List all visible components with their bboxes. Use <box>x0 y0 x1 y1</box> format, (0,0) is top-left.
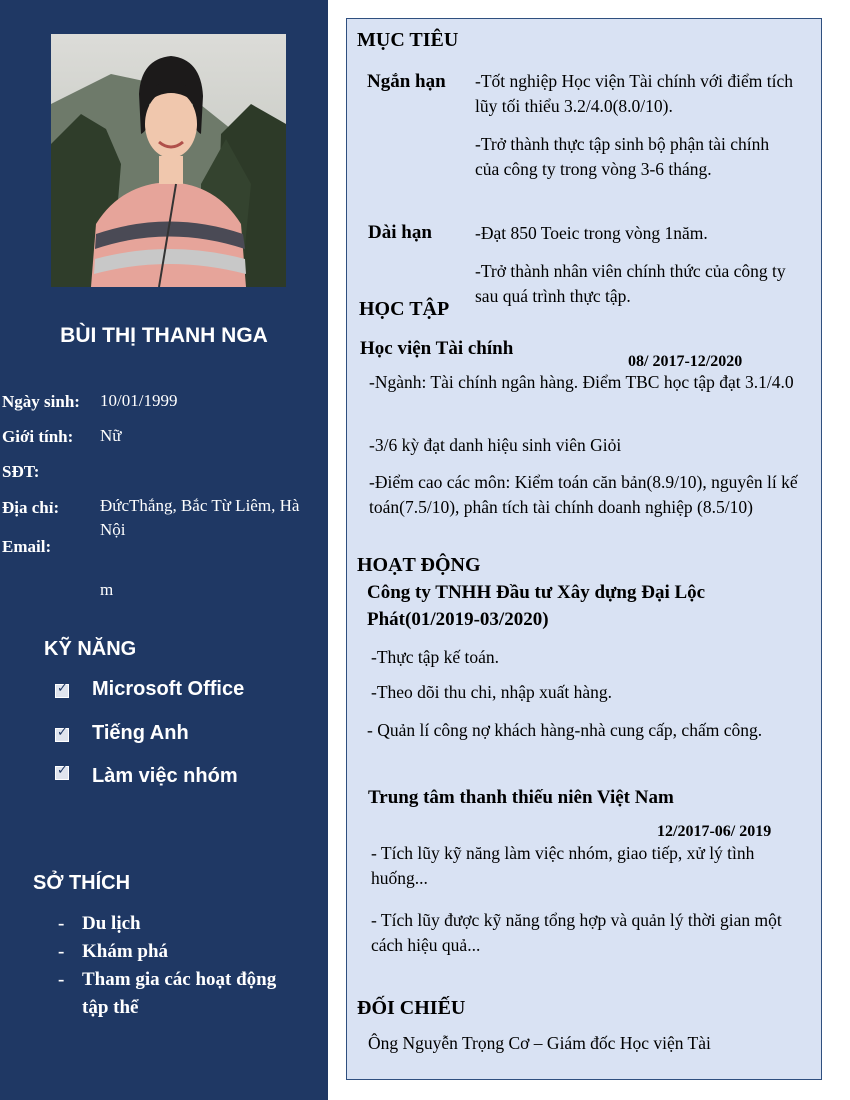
activity-item: -Thực tập kế toán. <box>371 647 500 667</box>
hobbies-title: SỞ THÍCH <box>33 872 131 894</box>
hobby-bullet: - <box>58 969 65 990</box>
gender-value: Nữ <box>100 426 122 445</box>
address-label: Địa chỉ: <box>2 498 60 517</box>
long-term-item: -Đạt 850 Toeic trong vòng 1năm. <box>475 223 708 243</box>
address-value: ĐứcThắng, Bắc Từ Liêm, Hà Nội <box>100 496 300 539</box>
education-title: HỌC TẬP <box>359 298 450 320</box>
skill-item: Tiếng Anh <box>92 722 189 744</box>
email-value: m <box>100 580 114 599</box>
hobby-bullet: - <box>58 913 65 934</box>
checkbox-icon: ✓ <box>57 725 68 740</box>
activity-item: - Tích lũy kỹ năng làm việc nhóm, giao tiếp, xử lý tình huống... <box>371 843 755 888</box>
short-term-item: -Tốt nghiệp Học viện Tài chính với điểm tích lũy tối thiểu 3.2/4.0(8.0/10). <box>475 71 794 116</box>
skill-item: Microsoft Office <box>92 678 245 700</box>
school-name: Học viện Tài chính <box>360 338 514 359</box>
email-label: Email: <box>2 537 52 556</box>
hobby-item: Khám phá <box>82 941 169 962</box>
org1-name: Công ty TNHH Đầu tư Xây dựng Đại Lộc Phát(01/2019-03/2020) <box>367 582 706 630</box>
education-item: -3/6 kỳ đạt danh hiệu sinh viên Giỏi <box>369 435 622 455</box>
short-term-label: Ngắn hạn <box>367 71 446 92</box>
sidebar <box>0 0 328 1100</box>
education-item: -Ngành: Tài chính ngân hàng. Điểm TBC học tập đạt 3.1/4.0 <box>369 372 794 392</box>
education-period: 08/ 2017-12/2020 <box>628 353 743 370</box>
hobby-item: Du lịch <box>82 913 141 934</box>
reference-line: Ông Nguyễn Trọng Cơ – Giám đốc Học viện Tài <box>368 1033 711 1053</box>
checkbox-icon: ✓ <box>57 763 68 778</box>
phone-label: SĐT: <box>2 462 40 481</box>
main-panel <box>328 0 850 1100</box>
hobby-item: Tham gia các hoạt động tập thể <box>82 969 277 1018</box>
activity-item: -Theo dõi thu chi, nhập xuất hàng. <box>371 682 613 702</box>
birthdate-label: Ngày sinh: <box>2 392 80 411</box>
activity-item: - Tích lũy được kỹ năng tổng hợp và quản lý thời gian một cách hiệu quả... <box>371 910 782 955</box>
candidate-name: BÙI THỊ THANH NGA <box>60 324 268 347</box>
org2-name: Trung tâm thanh thiếu niên Việt Nam <box>368 787 674 808</box>
references-title: ĐỐI CHIẾU <box>357 997 466 1019</box>
hobby-bullet: - <box>58 941 65 962</box>
content-box <box>346 18 822 1080</box>
activity-item: - Quản lí công nợ khách hàng-nhà cung cấp, chấm công. <box>367 720 763 740</box>
long-term-label: Dài hạn <box>368 222 432 243</box>
skill-item: Làm việc nhóm <box>92 765 238 787</box>
activities-title: HOẠT ĐỘNG <box>357 554 481 576</box>
short-term-item: -Trở thành thực tập sinh bộ phận tài chính của công ty trong vòng 3-6 tháng. <box>475 134 770 179</box>
checkbox-icon: ✓ <box>57 681 68 696</box>
profile-photo <box>51 34 286 287</box>
long-term-item: -Trở thành nhân viên chính thức của công ty sau quá trình thực tập. <box>475 261 786 306</box>
gender-label: Giới tính: <box>2 427 74 446</box>
education-item: -Điểm cao các môn: Kiểm toán căn bản(8.9/10), nguyên lí kế toán(7.5/10), phân tích tài chính doanh nghiệp (8.5/10) <box>369 472 798 517</box>
org2-period: 12/2017-06/ 2019 <box>657 823 772 840</box>
skills-title: KỸ NĂNG <box>44 638 137 660</box>
birthdate-value: 10/01/1999 <box>100 391 178 410</box>
objective-title: MỤC TIÊU <box>357 29 459 51</box>
